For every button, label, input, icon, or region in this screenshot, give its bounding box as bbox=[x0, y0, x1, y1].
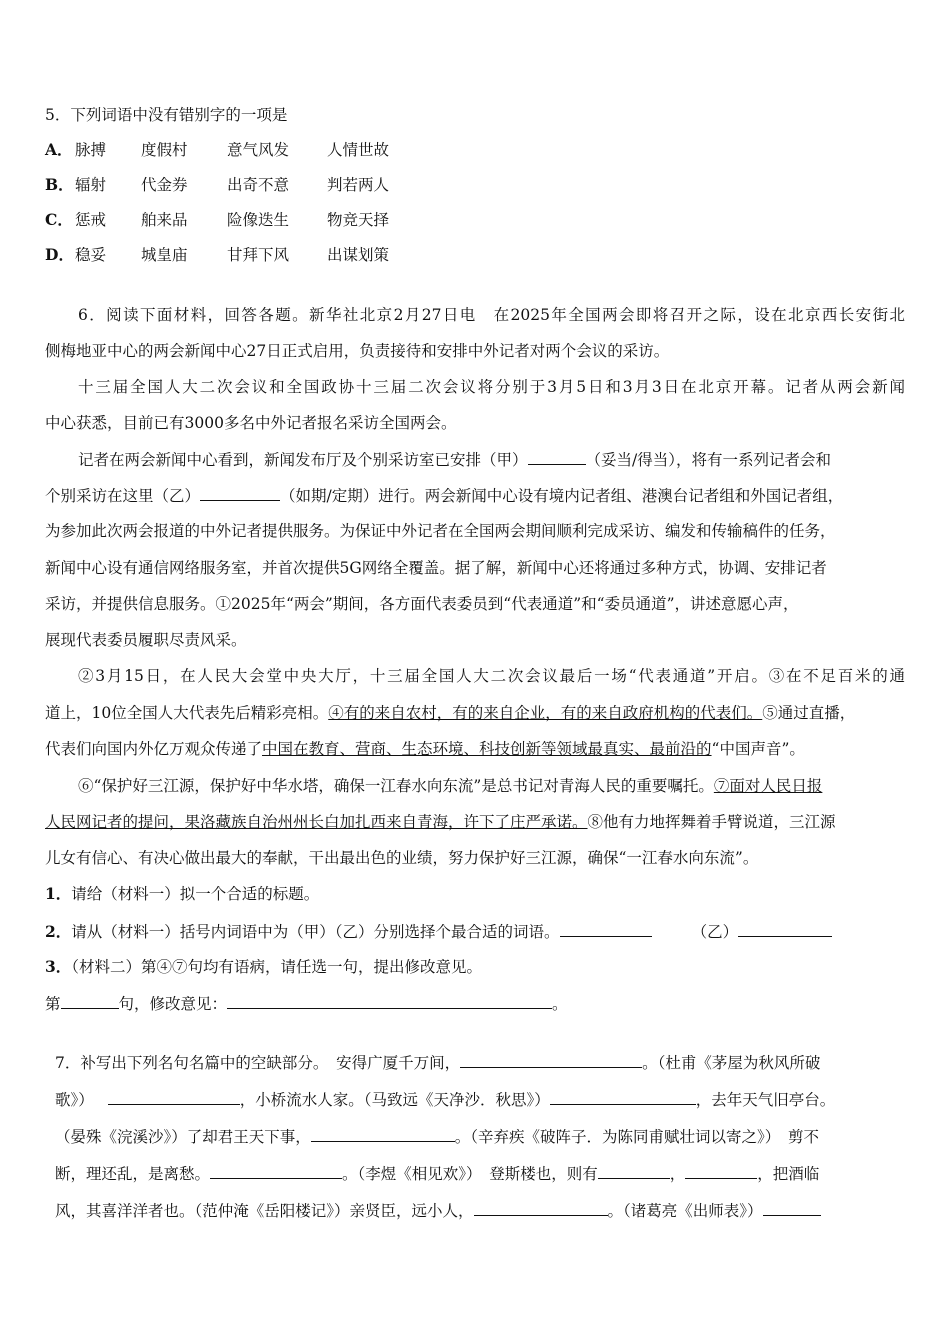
q6-paragraph-3-line-4: 新闻中心设有通信网络服务室，并首次提供5G网络全覆盖。据了解，新闻中心还将通过多种方式，协调、安排记者 bbox=[45, 559, 827, 577]
text: 风，其喜洋洋者也。（范仲淹《岳阳楼记》）亲贤臣，远小人， bbox=[55, 1202, 474, 1220]
text: （如期/定期）进行。两会新闻中心设有境内记者组、港澳台记者组和外国记者组， bbox=[280, 487, 844, 505]
sub-number: 2． bbox=[45, 922, 72, 941]
option-word: 甘拜下风 bbox=[227, 246, 290, 264]
text: ⑥“保护好三江源，保护好中华水塔，确保一江春水向东流”是总书记对青海人民的重要嘱托。 bbox=[78, 777, 714, 795]
option-word: 惩戒 bbox=[75, 211, 107, 229]
q7-blank-8[interactable] bbox=[474, 1199, 608, 1216]
text: 请从（材料一）括号内词语中为（甲）（乙）分别选择个最合适的词语。 bbox=[71, 923, 560, 941]
text: ⑧他有力地挥舞着手臂说道，三江源 bbox=[587, 813, 836, 831]
text: 断，理还乱，是离愁。 bbox=[55, 1165, 211, 1183]
q7-line-2 bbox=[55, 1088, 835, 1111]
text: 。 bbox=[552, 995, 568, 1013]
q7-blank-3[interactable] bbox=[550, 1088, 696, 1105]
q6-paragraph-4-line-2 bbox=[45, 702, 855, 724]
option-word: 判若两人 bbox=[327, 176, 390, 194]
text: “中国声音”。 bbox=[711, 740, 805, 758]
text: （材料二）第④⑦句均有语病，请任选一句，提出修改意见。 bbox=[71, 958, 483, 976]
q6-paragraph-3-line-3: 为参加此次两会报道的中外记者提供服务。为保证中外记者在全国两会期间顺利完成采访、编发和传输稿件的任务， bbox=[45, 522, 836, 540]
underlined-sentence-7: ⑦面对人民日报 bbox=[713, 777, 823, 795]
text: 7．补写出下列名句名篇中的空缺部分。 安得广厦千万间， bbox=[55, 1054, 461, 1072]
answer-blank-sentence[interactable] bbox=[61, 992, 119, 1009]
option-word: 意气风发 bbox=[227, 141, 290, 159]
sub-number: 1． bbox=[45, 884, 72, 903]
text: ，去年天气旧亭台。 bbox=[695, 1091, 836, 1109]
q6-paragraph-2-line-2: 中心获悉，目前已有3000多名中外记者报名采访全国两会。 bbox=[45, 414, 457, 432]
q7-blank-5[interactable] bbox=[210, 1162, 342, 1179]
option-word: 脉搏 bbox=[75, 141, 107, 159]
q6-paragraph-3-line-2 bbox=[45, 484, 843, 507]
blank-jia[interactable] bbox=[528, 448, 586, 465]
text: 。（李煜《相见欢》） 登斯楼也，则有 bbox=[342, 1165, 598, 1183]
option-word: 辐射 bbox=[75, 176, 107, 194]
option-label: A． bbox=[45, 140, 73, 159]
q6-paragraph-4-line-3 bbox=[45, 738, 805, 760]
underlined-phrase: 中国在教育、营商、生态环境、科技创新等领域最真实、最前沿的 bbox=[262, 740, 712, 758]
text: 。（诸葛亮《出师表》） bbox=[607, 1202, 763, 1220]
text: ， bbox=[669, 1165, 686, 1183]
q5-option-b[interactable] bbox=[45, 174, 389, 196]
text: 。（杜甫《茅屋为秋风所破 bbox=[642, 1054, 821, 1072]
text: ⑤通过直播， bbox=[762, 704, 856, 722]
text: 句，修改意见： bbox=[118, 995, 228, 1013]
q7-blank-7[interactable] bbox=[685, 1162, 757, 1179]
q7-blank-2[interactable] bbox=[108, 1088, 240, 1105]
q6-paragraph-3-line-6: 展现代表委员履职尽责风采。 bbox=[45, 631, 247, 649]
option-label: C． bbox=[45, 210, 73, 229]
option-word: 出奇不意 bbox=[227, 176, 290, 194]
sub-number: 3． bbox=[45, 957, 72, 976]
answer-blank-revision[interactable] bbox=[227, 992, 552, 1009]
text: （妥当/得当），将有一系列记者会和 bbox=[585, 451, 831, 469]
q7-blank-1[interactable] bbox=[460, 1051, 642, 1068]
option-word: 城皇庙 bbox=[141, 246, 188, 264]
q7-line-4 bbox=[55, 1162, 819, 1185]
answer-blank-yi[interactable] bbox=[738, 920, 832, 937]
q6-paragraph-1-line-2: 侧梅地亚中心的两会新闻中心27日正式启用，负责接待和安排中外记者对两个会议的采访。 bbox=[45, 342, 670, 360]
option-word: 稳妥 bbox=[75, 246, 107, 264]
option-word: 代金券 bbox=[141, 176, 188, 194]
q7-blank-6[interactable] bbox=[598, 1162, 670, 1179]
text: 道上，10位全国人大代表先后精彩亮相。 bbox=[45, 704, 329, 722]
q5-option-d[interactable] bbox=[45, 244, 389, 266]
option-word: 物竞天择 bbox=[327, 211, 390, 229]
underlined-sentence-7-cont: 人民网记者的提问，果洛藏族自治州州长白加扎西来自青海，许下了庄严承诺。 bbox=[45, 813, 588, 831]
option-word: 度假村 bbox=[141, 141, 188, 159]
q5-option-a[interactable] bbox=[45, 139, 389, 161]
q6-sub-question-3 bbox=[45, 956, 482, 978]
option-word: 险像迭生 bbox=[227, 211, 290, 229]
text: 代表们向国内外亿万观众传递了 bbox=[45, 740, 263, 758]
q7-blank-9[interactable] bbox=[763, 1199, 821, 1216]
q6-paragraph-4-line-1: ②3月15日，在人民大会堂中央大厅，十三届全国人大二次会议最后一场“代表通道”开启。③在不足百米的通 bbox=[78, 667, 905, 685]
q5-option-c[interactable] bbox=[45, 209, 389, 231]
underlined-sentence-4: ④有的来自农村，有的来自企业，有的来自政府机构的代表们。 bbox=[328, 704, 763, 722]
blank-yi[interactable] bbox=[200, 484, 280, 501]
q6-sub-question-1 bbox=[45, 883, 319, 905]
q6-paragraph-3-line-1 bbox=[78, 448, 831, 471]
text: 。（辛弃疾《破阵子．为陈同甫赋壮词以寄之》） 剪不 bbox=[454, 1128, 820, 1146]
q7-line-1 bbox=[55, 1051, 820, 1074]
text: 个别采访在这里（乙） bbox=[45, 487, 201, 505]
q5-stem: 5．下列词语中没有错别字的一项是 bbox=[45, 106, 288, 124]
option-word: 舶来品 bbox=[141, 211, 188, 229]
q6-paragraph-5-line-1 bbox=[78, 775, 822, 797]
q7-line-5 bbox=[55, 1199, 821, 1222]
q6-sub-question-3-answer bbox=[45, 992, 568, 1015]
answer-blank-jia[interactable] bbox=[560, 920, 652, 937]
text: （乙） bbox=[691, 923, 739, 941]
text: 歌》） bbox=[55, 1091, 94, 1109]
q6-paragraph-5-line-2 bbox=[45, 811, 836, 833]
text: 第 bbox=[45, 995, 61, 1013]
option-word: 出谋划策 bbox=[327, 246, 390, 264]
q6-sub-question-2 bbox=[45, 920, 832, 943]
text: （晏殊《浣溪沙》）了却君王天下事， bbox=[55, 1128, 311, 1146]
text: 请给（材料一）拟一个合适的标题。 bbox=[71, 885, 320, 903]
option-word: 人情世故 bbox=[327, 141, 390, 159]
q6-paragraph-1-line-1: 6．阅读下面材料，回答各题。新华社北京2月27日电 在2025年全国两会即将召开之际，设在北京西长安街北 bbox=[78, 306, 905, 324]
option-label: B． bbox=[45, 175, 74, 194]
q6-paragraph-5-line-3: 儿女有信心、有决心做出最大的奉献，干出最出色的业绩，努力保护好三江源，确保“一江春水向东流”。 bbox=[45, 849, 759, 867]
option-label: D． bbox=[45, 245, 74, 264]
text: 记者在两会新闻中心看到，新闻发布厅及个别采访室已安排（甲） bbox=[78, 451, 528, 469]
text: ，把酒临 bbox=[757, 1165, 820, 1183]
q7-line-3 bbox=[55, 1125, 819, 1148]
text: ，小桥流水人家。（马致远《天净沙．秋思》） bbox=[239, 1091, 550, 1109]
q7-blank-4[interactable] bbox=[311, 1125, 455, 1142]
q6-paragraph-3-line-5: 采访，并提供信息服务。①2025年“两会”期间，各方面代表委员到“代表通道”和“委员通道”，讲述意愿心声， bbox=[45, 595, 799, 613]
q6-paragraph-2-line-1: 十三届全国人大二次会议和全国政协十三届二次会议将分别于3月5日和3月3日在北京开幕。记者从两会新闻 bbox=[78, 378, 905, 396]
